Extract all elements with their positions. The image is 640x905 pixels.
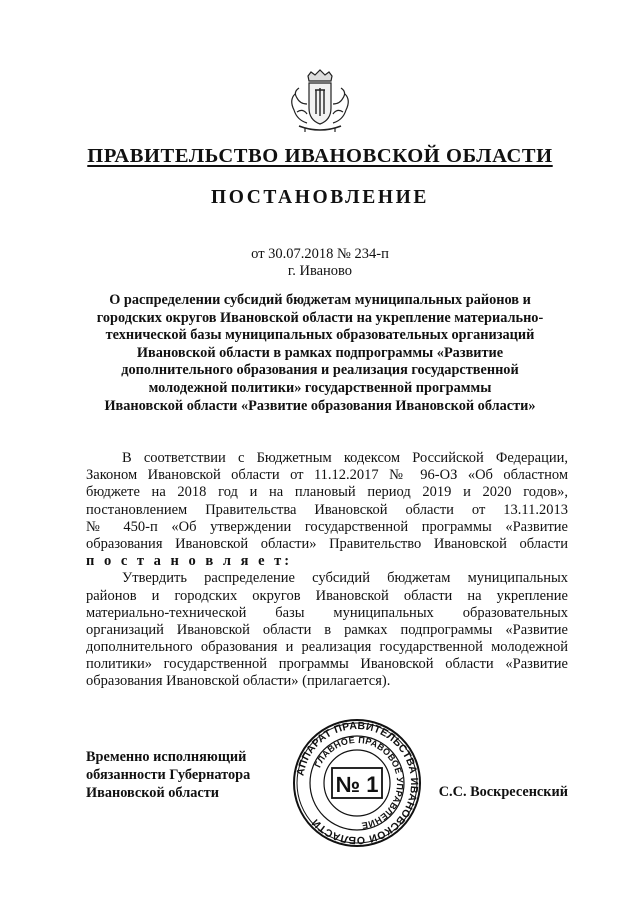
body-line: образования Ивановской области» Правительство Ивановской области bbox=[86, 535, 568, 552]
title-line: О распределении субсидий бюджетам муниципальных районов и bbox=[109, 292, 531, 308]
body-line: Утвердить распределение субсидий бюджетам муниципальных bbox=[122, 570, 568, 587]
body-line: дополнительного образования и реализация государственной молодежной bbox=[86, 639, 568, 656]
body-line: политики» государственной программы Ивановской области «Развитие bbox=[86, 656, 568, 673]
body-line: постановлением Правительства Ивановской области от 13.11.2013 bbox=[86, 501, 568, 518]
signer-name: С.С. Воскресенский bbox=[438, 784, 568, 800]
body-line: организаций Ивановской области в рамках подпрограммы «Развитие bbox=[86, 621, 568, 638]
body-line: Законом Ивановской области от 11.12.2017 № 96-ОЗ «Об областном bbox=[86, 467, 568, 484]
coat-of-arms-emblem bbox=[285, 68, 355, 134]
title-line: Ивановской области в рамках подпрограммы «Развитие bbox=[136, 344, 504, 361]
document-type: ПОСТАНОВЛЕНИЕ bbox=[210, 187, 430, 208]
title-line: молодежной политики» государственной программы bbox=[148, 379, 492, 396]
signer-position-line: обязанности Губернатора bbox=[86, 767, 251, 783]
seal-outer-text: АППАРАТ ПРАВИТЕЛЬСТВА ИВАНОВСКОЙ ОБЛАСТИ bbox=[294, 719, 421, 847]
date-and-number: от 30.07.2018 № 234-п bbox=[251, 246, 389, 262]
seal-center-number: № 1 bbox=[335, 772, 379, 797]
decree-word: п о с т а н о в л я е т: bbox=[86, 553, 293, 570]
title-line: городских округов Ивановской области на укрепление материально- bbox=[96, 309, 544, 326]
document-body bbox=[86, 450, 568, 691]
signer-position bbox=[86, 748, 250, 802]
body-line: районов и городских округов Ивановской области на укрепление bbox=[86, 587, 568, 604]
seal-inner-text: ГЛАВНОЕ ПРАВОВОЕ УПРАВЛЕНИЕ bbox=[312, 734, 406, 831]
signer-position-line: Ивановской области bbox=[86, 785, 219, 801]
body-line: № 450-п «Об утверждении государственной программы «Развитие bbox=[86, 518, 568, 535]
body-line: В соответствии с Бюджетным кодексом Российской Федерации, bbox=[122, 450, 568, 466]
signer-position-line: Временно исполняющий bbox=[86, 749, 247, 765]
document-title bbox=[72, 292, 568, 415]
issue-place: г. Иваново bbox=[287, 263, 353, 279]
body-line: бюджете на 2018 год и на плановый период 2019 и 2020 годов», bbox=[86, 484, 568, 501]
organization-name: ПРАВИТЕЛЬСТВО ИВАНОВСКОЙ ОБЛАСТИ bbox=[87, 145, 553, 167]
title-line: технической базы муниципальных образовательных организаций bbox=[105, 327, 535, 344]
body-line: материально-технической базы муниципальных образовательных bbox=[86, 604, 568, 621]
official-stamp-seal bbox=[292, 718, 422, 848]
title-line: дополнительного образования и реализация государственной bbox=[121, 362, 519, 379]
body-line: образования Ивановской области» (прилагается). bbox=[86, 673, 391, 690]
title-line: Ивановской области «Развитие образования Ивановской области» bbox=[104, 397, 536, 414]
